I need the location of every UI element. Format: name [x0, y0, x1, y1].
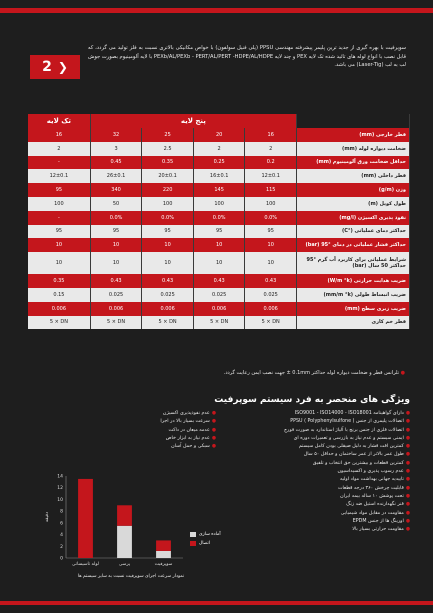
spec-cell: 95 [90, 225, 142, 239]
feature-item: ●اورینگ ها از جنس EPDM [352, 518, 410, 524]
features-list-left [86, 410, 216, 451]
spec-cell: 10 [245, 238, 297, 252]
spec-row [28, 225, 410, 239]
spec-cell: 0.43 [142, 274, 194, 288]
spec-cell: 145 [193, 183, 245, 197]
spec-row-label: وزن (g/m) [297, 183, 410, 197]
spec-cell: 0.006 [193, 302, 245, 316]
bullet-icon: ● [211, 411, 216, 416]
page-badge [30, 55, 80, 79]
spec-row-label: قطر داخلی (mm) [297, 169, 410, 183]
legend-item: اتصال [190, 541, 232, 546]
bullet-icon: ● [405, 469, 410, 475]
y-tick-label: 8 [60, 509, 63, 515]
spec-cell: 16±0.1 [193, 169, 245, 183]
bar-segment [78, 479, 93, 558]
bottom-accent-bar [0, 601, 433, 605]
spec-row [28, 288, 410, 302]
features-list-right [222, 410, 410, 534]
feature-item: ●طول عمر بالاتر از عمر ساختمان و حداقل ۵۰ سال [303, 452, 410, 458]
spec-cell: 10 [193, 252, 245, 274]
bullet-icon: ● [211, 419, 216, 425]
spec-row [28, 302, 410, 316]
page-number: 2 [42, 59, 52, 75]
spec-cell: 95 [245, 225, 297, 239]
spec-row-label: ضریب زبری سطح (mm) [297, 302, 410, 316]
y-tick-label: 10 [57, 497, 63, 503]
x-tick-label: پرسی [118, 562, 131, 567]
chart-canvas [38, 470, 188, 574]
spec-cell: 0.43 [90, 274, 142, 288]
spec-cell: 0.43 [245, 274, 297, 288]
bullet-icon: ● [405, 527, 410, 533]
spec-cell: 95 [193, 225, 245, 239]
tolerance-note: ● تلرانس قطر و ضخامت دیواره لوله حداکثر 0.1mm ± جهت نصب ایمن رعایت گردد. [223, 370, 405, 376]
spec-row-label: قطر خارجی (mm) [297, 128, 410, 142]
x-tick-label: لوله تاسیساتی [71, 562, 100, 567]
feature-item: ●کمترین افت فشار به دلیل صیقلی بودن کامل سیستم [298, 444, 410, 450]
spec-cell: 0.025 [90, 288, 142, 302]
spec-cell: 100 [28, 197, 90, 211]
spec-cell: 0.006 [142, 302, 194, 316]
spec-cell: 5 × DN [193, 316, 245, 330]
spec-cell: 12±0.1 [245, 169, 297, 183]
speed-chart [38, 470, 224, 582]
spec-cell: 5 × DN [142, 316, 194, 330]
spec-cell: 0.43 [193, 274, 245, 288]
bullet-icon: ● [211, 444, 216, 450]
spec-cell: 10 [28, 252, 90, 274]
spec-row [28, 211, 410, 225]
y-tick-label: 6 [60, 521, 63, 527]
header-single-layer: تک لایه [28, 114, 90, 128]
spec-row [28, 316, 410, 330]
y-tick-label: 2 [60, 544, 63, 550]
spec-row [28, 274, 410, 288]
spec-row [28, 156, 410, 170]
y-tick-label: 12 [57, 486, 63, 492]
header-five-layer: پنج لایه [90, 114, 296, 128]
spec-cell: 0.0% [193, 211, 245, 225]
bullet-icon: ● [405, 411, 410, 416]
y-tick-label: 0 [60, 556, 63, 562]
legend-swatch [190, 541, 196, 546]
spec-row-label: ضریب هدایت حرارتی (W/m °k) [297, 274, 410, 288]
feature-item: ●دارای گواهینامه ISO9001 - ISO14000 - ISO18001 [294, 411, 410, 416]
chart-legend [190, 532, 232, 550]
bullet-icon: ● [211, 427, 216, 433]
bar-segment [117, 505, 132, 526]
bullet-icon: ● [405, 485, 410, 491]
spec-row [28, 169, 410, 183]
spec-cell: 5 × DN [245, 316, 297, 330]
spec-cell: 0.35 [28, 274, 90, 288]
spec-cell: - [28, 156, 90, 170]
spec-cell: 3 [90, 142, 142, 156]
spec-cell: 95 [142, 225, 194, 239]
spec-cell: 2.5 [142, 142, 194, 156]
spec-cell: 10 [193, 238, 245, 252]
bullet-icon: ● [211, 435, 216, 441]
spec-row-label: ضخامت دیواره لوله (mm) [297, 142, 410, 156]
bullet-icon: ● [405, 518, 410, 524]
spec-cell: 26±0.1 [90, 169, 142, 183]
spec-row-label: حداقل ضخامت ورق آلومینیوم (mm) [297, 156, 410, 170]
feature-item: ●مقاومت حرارتی بسیار بالا [352, 527, 410, 533]
spec-cell: 0.006 [28, 302, 90, 316]
spec-cell: 10 [142, 238, 194, 252]
spec-row [28, 142, 410, 156]
spec-cell: 0.025 [193, 288, 245, 302]
spec-row [28, 252, 410, 274]
spec-cell: 10 [28, 238, 90, 252]
feature-item: ●اتصالات فلزی از جنس برنج با آلیاژ استاندارد به صورت فورج [283, 427, 410, 433]
spec-cell: 16 [28, 128, 90, 142]
spec-cell: 25 [142, 128, 194, 142]
bullet-icon: ● [405, 493, 410, 499]
spec-table [28, 114, 410, 329]
feature-item: ●مقاومت در مقابل مواد شیمیایی [340, 510, 410, 516]
spec-cell: 10 [245, 252, 297, 274]
bullet-icon: ● [405, 460, 410, 466]
spec-cell: 2 [193, 142, 245, 156]
bullet-icon: ● [405, 452, 410, 458]
bullet-icon: ● [405, 427, 410, 433]
feature-item: ●عدم رسوب پذیری و اکسیداسیون [337, 469, 410, 475]
top-accent-bar [0, 8, 433, 13]
spec-cell: 100 [142, 197, 194, 211]
bullet-icon: ● [405, 444, 410, 450]
spec-row-label: نفوذ پذیری اکسیژن (mg/l) [297, 211, 410, 225]
x-tick-label: سوپرفیت [154, 562, 173, 567]
spec-row-label: طول کویل (m) [297, 197, 410, 211]
legend-swatch [190, 532, 196, 537]
spec-cell: 0.25 [193, 156, 245, 170]
spec-cell: 10 [90, 238, 142, 252]
feature-item: ●فنر نگهدارنده استیل ضد زنگ [346, 502, 410, 508]
bullet-icon: ● [405, 419, 410, 425]
bar-segment [156, 540, 171, 551]
bar-segment [156, 551, 171, 558]
feature-item: ●سرعت بسیار بالا در اجرا [160, 419, 216, 425]
spec-cell: 340 [90, 183, 142, 197]
spec-row [28, 183, 410, 197]
spec-row-label: حداکثر فشار عملیاتی در دمای °95 (bar) [297, 238, 410, 252]
spec-cell: 20±0.1 [142, 169, 194, 183]
spec-cell: 0.15 [28, 288, 90, 302]
feature-item: ●عدمه میعان در داکت [168, 427, 216, 433]
spec-row-label: ضریب انبساط طولی (mm/m °k) [297, 288, 410, 302]
bullet-icon: ● [405, 502, 410, 508]
spec-cell: 0.45 [90, 156, 142, 170]
chart-caption: نمودار سرعت اجرای سوپرفیت نسبت به سایر سیستم ها [77, 574, 185, 579]
bar-segment [117, 526, 132, 558]
feature-item: ●کمترین قطعات و بیشترین حق انتخاب و تلفیق [312, 460, 410, 466]
spec-cell: 0.2 [245, 156, 297, 170]
legend-item: آماده سازی [190, 532, 232, 537]
spec-row-label: قطر خم کاری [297, 316, 410, 330]
spec-cell: 10 [142, 252, 194, 274]
feature-item: ●تاییدیه جهانی بهداشت مواد اولیه [339, 477, 410, 483]
y-tick-label: 4 [60, 533, 63, 539]
y-tick-label: 14 [57, 474, 63, 480]
feature-item: ●قابلیت چرخش ۳۶۰ درجه قطعات [337, 485, 410, 491]
bullet-icon: ● [400, 370, 405, 376]
spec-cell: 32 [90, 128, 142, 142]
spec-cell: 95 [28, 225, 90, 239]
spec-cell: 16 [245, 128, 297, 142]
bullet-icon: ● [405, 510, 410, 516]
spec-cell: 2 [28, 142, 90, 156]
spec-row-label: حداکثر دمای عملیاتی (°C) [297, 225, 410, 239]
spec-cell: 5 × DN [90, 316, 142, 330]
bullet-icon: ● [405, 477, 410, 483]
spec-cell: 220 [142, 183, 194, 197]
spec-cell: 5 × DN [28, 316, 90, 330]
spec-row [28, 128, 410, 142]
spec-cell: 95 [28, 183, 90, 197]
bullet-icon: ● [405, 435, 410, 441]
feature-item: ●عدم نیاز به ابزار خاص [165, 435, 216, 441]
features-title: ویژگی های منحصر به فرد سیستم سوپرفیت [214, 395, 410, 405]
spec-cell: 2 [245, 142, 297, 156]
spec-cell: 115 [245, 183, 297, 197]
spec-cell: 100 [193, 197, 245, 211]
spec-cell: 100 [245, 197, 297, 211]
spec-row [28, 197, 410, 211]
spec-row-label: شرایط عملیاتی برای کاربرد آب گرم °95 حداکثر 50 سال (bar) [297, 252, 410, 274]
spec-cell: 10 [90, 252, 142, 274]
feature-item: ●اتصالات پلیمری از جنس PPSU ( Polyphenylsulfone ) [290, 419, 410, 425]
intro-paragraph: سوپرفیت با بهره گیری از جدید ترین پلیمر پیشرفته مهندسی PPSU (پلی فنیل سولفون) با خواص مکانیکی بالاتری نسبت به فلز تولید می گردد، که قابل نصب با انواع لوله های تائید شده تک لایه PEX و چند لایه PEXb/AL/PEXb - PERT/AL/PERT -HDPE/AL/HDPE با لایه آلومینیوم بصورت جوش لب به لب (Laser-Tig) می باشد. [88, 45, 407, 69]
spec-cell: 0.35 [142, 156, 194, 170]
y-axis-label: دقیقه [45, 511, 50, 523]
feature-item: ●ایمنی سیستم و عدم نیاز به بازرسی و تعمیرات دوره ای [293, 435, 410, 441]
spec-cell: 20 [193, 128, 245, 142]
spec-cell: 0.025 [245, 288, 297, 302]
feature-item: ●تحت پوشش ۱۰ ساله بیمه ایران [340, 493, 410, 499]
spec-cell: 0.0% [142, 211, 194, 225]
spec-cell: 12±0.1 [28, 169, 90, 183]
spec-cell: 0.0% [245, 211, 297, 225]
chevron-right-icon: ❯ [57, 60, 68, 74]
spec-cell: 0.006 [245, 302, 297, 316]
feature-item: ●سبکی و حمل آسان [171, 444, 216, 450]
spec-cell: 0.0% [90, 211, 142, 225]
spec-cell: 0.006 [90, 302, 142, 316]
spec-row [28, 238, 410, 252]
feature-item: ●عدم نفوذپذیری اکسیژن [162, 411, 216, 416]
spec-cell: - [28, 211, 90, 225]
spec-cell: 0.025 [142, 288, 194, 302]
spec-cell: 50 [90, 197, 142, 211]
